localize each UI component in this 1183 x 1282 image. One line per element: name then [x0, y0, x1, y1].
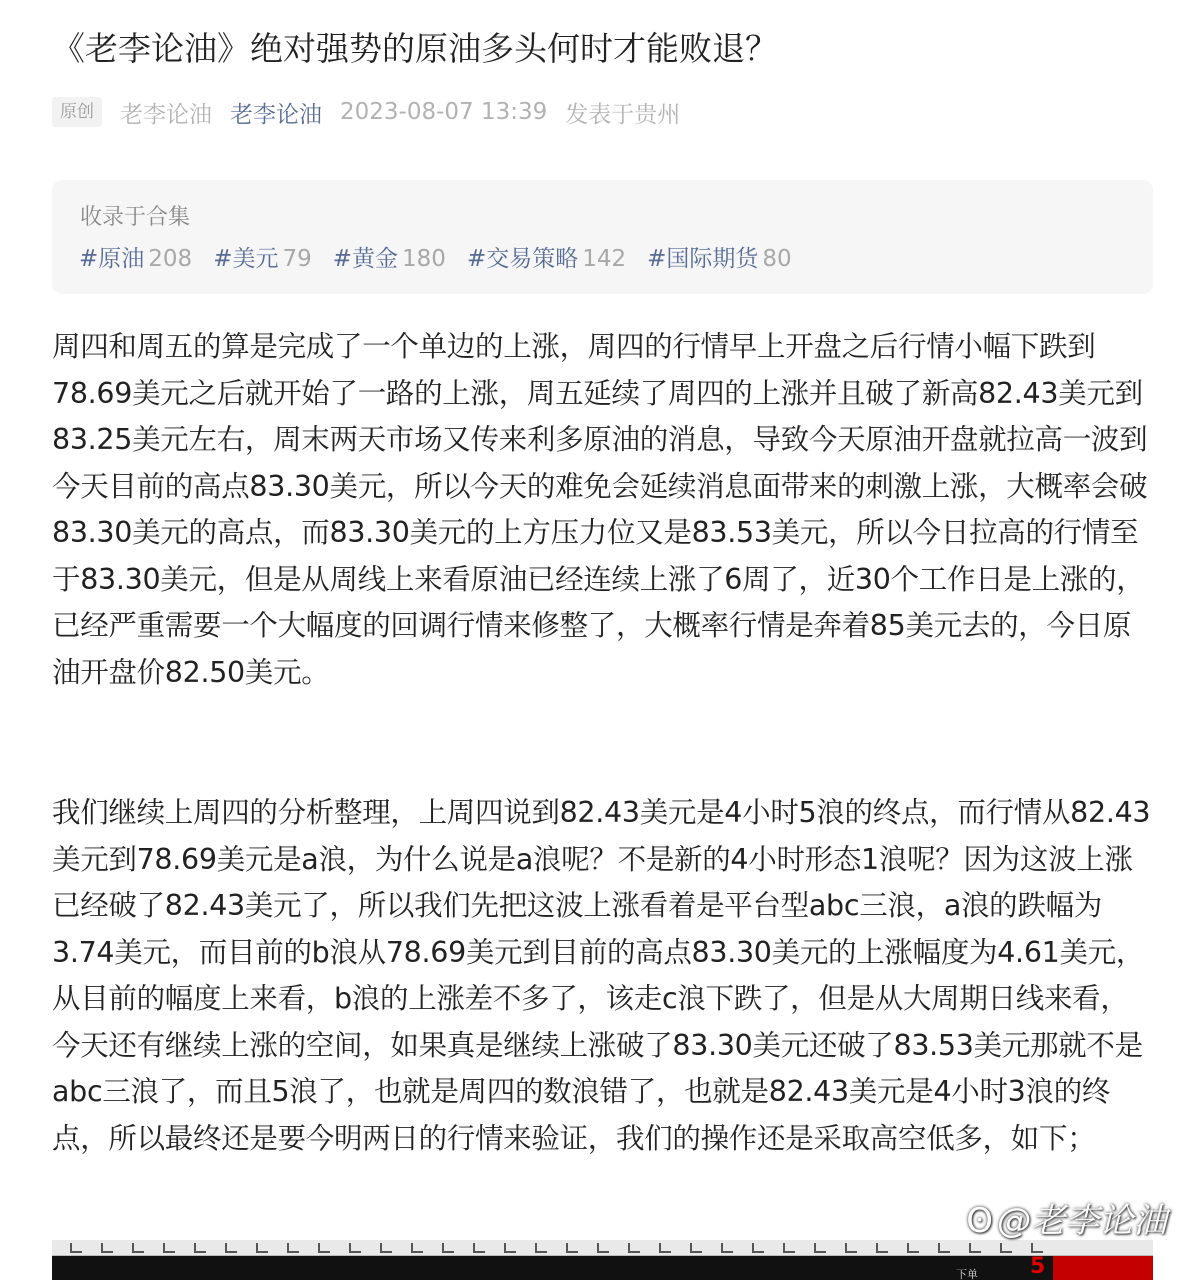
author-name: 老李论油 — [120, 101, 212, 128]
toolbar-icon — [752, 1243, 764, 1253]
toolbar-icon — [442, 1243, 454, 1253]
toolbar-icon — [504, 1243, 516, 1253]
toolbar-icon — [783, 1243, 795, 1253]
tag-crude-oil[interactable]: #原油 208 — [79, 246, 193, 272]
toolbar-icon — [690, 1243, 702, 1253]
account-link[interactable]: 老李论油 — [230, 101, 322, 128]
toolbar-icon — [628, 1243, 640, 1253]
toolbar-icon — [938, 1243, 950, 1253]
toolbar-icon — [194, 1243, 206, 1253]
toolbar-icon — [70, 1243, 82, 1253]
tag-gold[interactable]: #黄金 180 — [332, 246, 446, 272]
body-paragraph-2: 我们继续上周四的分析整理，上周四说到82.43美元是4小时5浪的终点，而行情从82.43美元到78.69美元是a浪，为什么说是a浪呢？不是新的4小时形态1浪呢？因为这波上涨已经破了82.43美元了，所以我们先把这波上涨看着是平台型abc三浪，a浪的跌幅为3.74美元，而目前的b浪从78.69美元到目前的高点83.30美元的上涨幅度为4.61美元，从目前的幅度上来看，b浪的上涨差不多了，该走c浪下跌了，但是从大周期日线来看，今天还有继续上涨的空间，如果真是继续上涨破了83.30美元还破了83.53美元那就不是abc三浪了，而且5浪了，也就是周四的数浪错了，也就是82.43美元是4小时3浪的终点，所以最终还是要今明两日的行情来验证，我们的操作还是采取高空低多，如下； — [52, 796, 1151, 1155]
collection-box — [52, 180, 1153, 294]
toolbar-icon — [876, 1243, 888, 1253]
chart-red-block — [1053, 1256, 1153, 1280]
toolbar-icon — [473, 1243, 485, 1253]
toolbar-icon — [225, 1243, 237, 1253]
toolbar-icon — [411, 1243, 423, 1253]
chart-order-label: 下单 — [956, 1268, 978, 1281]
chart-screenshot-preview — [52, 1240, 1153, 1280]
tag-usd[interactable]: #美元 79 — [213, 246, 312, 272]
toolbar-icon — [1000, 1243, 1012, 1253]
body-paragraph-1: 周四和周五的算是完成了一个单边的上涨，周四的行情早上开盘之后行情小幅下跌到78.69美元之后就开始了一路的上涨，周五延续了周四的上涨并且破了新高82.43美元到83.25美元左右，周末两天市场又传来利多原油的消息，导致今天原油开盘就拉高一波到今天目前的高点83.30美元，所以今天的难免会延续消息面带来的刺激上涨，大概率会破83.30美元的高点，而83.30美元的上方压力位又是83.53美元，所以今日拉高的行情至于83.30美元，但是从周线上来看原油已经连续上涨了6周了，近30个工作日是上涨的，已经严重需要一个大幅度的回调行情来修整了，大概率行情是奔着85美元去的，今日原油开盘价82.50美元。 — [52, 330, 1148, 689]
toolbar-icon — [659, 1243, 671, 1253]
toolbar-icon — [287, 1243, 299, 1253]
toolbar-icon — [1031, 1243, 1043, 1253]
article-meta — [52, 92, 680, 132]
tag-intl-futures[interactable]: #国际期货 80 — [647, 246, 792, 272]
toolbar-icon — [535, 1243, 547, 1253]
toolbar-icon — [969, 1243, 981, 1253]
collection-tags — [79, 240, 792, 273]
watermark — [966, 1193, 1167, 1242]
watermark-text: @老李论油 — [997, 1201, 1167, 1241]
toolbar-icon — [318, 1243, 330, 1253]
toolbar-icon — [845, 1243, 857, 1253]
toolbar-icon — [101, 1243, 113, 1253]
toolbar-icon — [349, 1243, 361, 1253]
article-title: 《老李论油》绝对强势的原油多头何时才能败退？ — [52, 29, 778, 68]
toolbar-icon — [163, 1243, 175, 1253]
collection-label: 收录于合集 — [80, 205, 191, 230]
toolbar-icon — [566, 1243, 578, 1253]
publish-datetime: 2023-08-07 13:39 — [340, 99, 548, 125]
toolbar-icon — [597, 1243, 609, 1253]
weibo-logo-icon: ʘ — [966, 1201, 993, 1241]
publish-location: 发表于贵州 — [565, 101, 681, 128]
toolbar-icon — [380, 1243, 392, 1253]
chart-number: 5 — [1030, 1254, 1046, 1279]
original-badge: 原创 — [52, 97, 102, 127]
toolbar-icon — [907, 1243, 919, 1253]
tag-trading-strategy[interactable]: #交易策略 142 — [466, 246, 627, 272]
chart-toolbar — [52, 1240, 1153, 1256]
toolbar-icon — [132, 1243, 144, 1253]
toolbar-icon — [256, 1243, 268, 1253]
toolbar-icon — [721, 1243, 733, 1253]
toolbar-icon — [814, 1243, 826, 1253]
